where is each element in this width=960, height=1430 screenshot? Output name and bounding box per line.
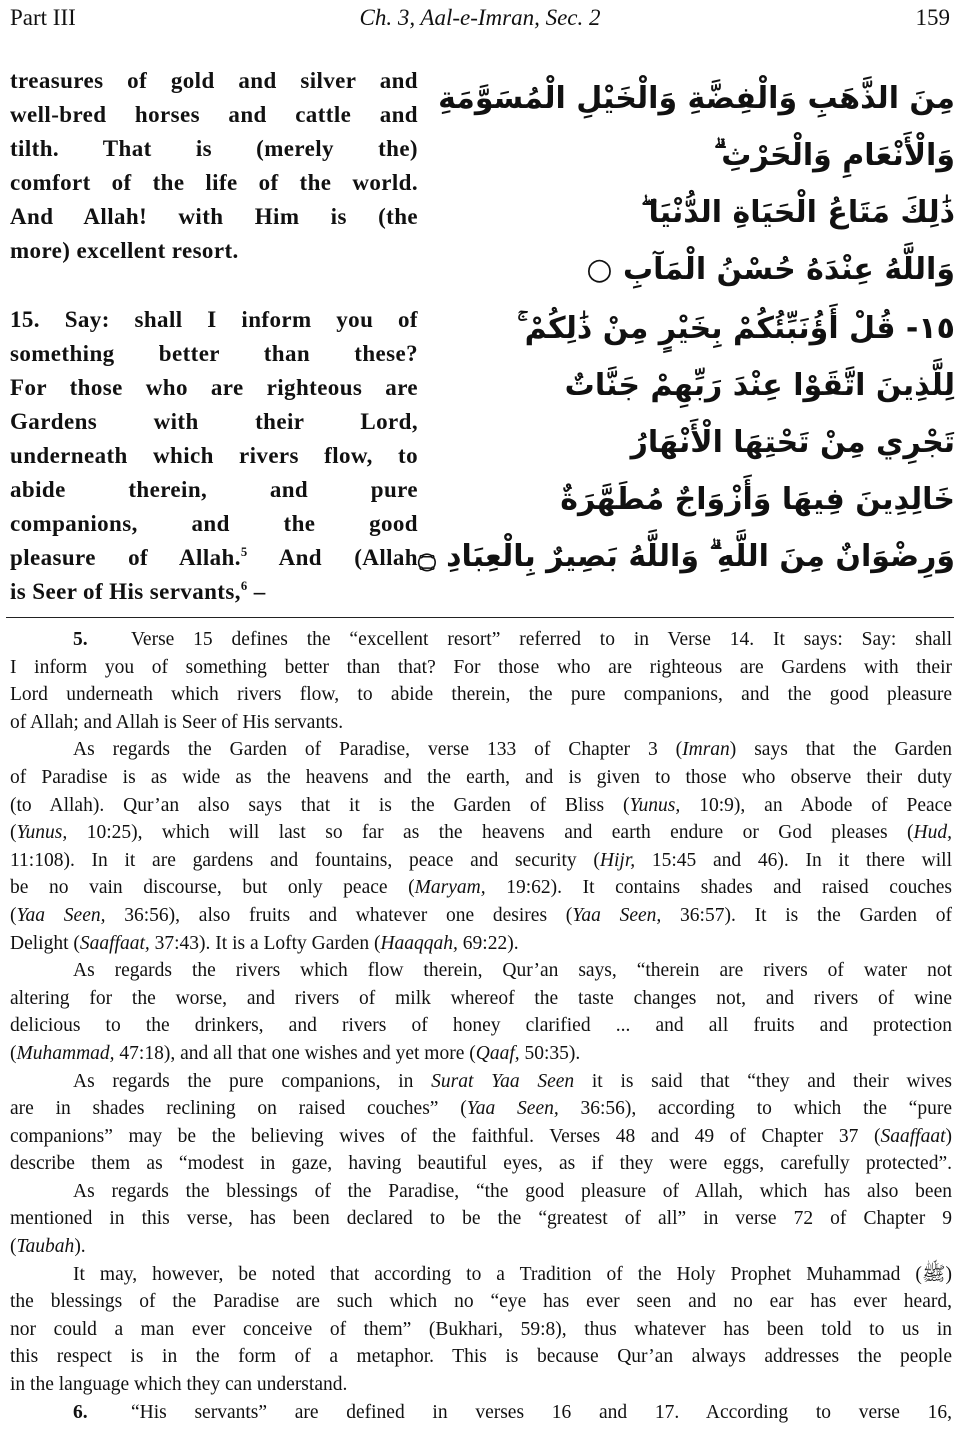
text-run: pleasure of Allah. (10, 545, 241, 570)
text-run: 11:108). In it are gardens and fountains, peace and security ( (10, 849, 600, 871)
text-line (10, 541, 418, 575)
footnotes (10, 626, 952, 1426)
text-run: nor could a man ever conceive of them” (Bukhari, 59:8), thus whatever has been told to us in (10, 1318, 952, 1340)
text-line (10, 132, 418, 166)
text-run: companions, and the good (10, 511, 418, 536)
text-line (10, 792, 952, 820)
italic-reference: Haaqqah, (380, 932, 458, 954)
text-run: And Allah! with Him is (the (10, 204, 418, 229)
text-run: in the language which they can understand. (10, 1374, 348, 1396)
text-line (10, 654, 952, 682)
text-line (10, 1150, 952, 1178)
text-line (10, 709, 952, 737)
text-line (10, 1371, 952, 1399)
text-line (10, 337, 418, 371)
text-run: 15:45 and 46). In it there will (635, 849, 953, 871)
arabic-line: لِلَّذِينَ اتَّقَوْا عِنْدَ رَبِّهِمْ جَنَّاتٌ (564, 368, 955, 403)
text-run: 47:18), and all that one wishes and yet more ( (114, 1042, 476, 1064)
text-run: be no vain discourse, but only peace ( (10, 877, 415, 899)
text-run: companions” may be the believing wives of the faithful. Verses 48 and 49 of Chapter 37 ( (10, 1125, 881, 1147)
italic-reference: Qaaf, (475, 1042, 520, 1064)
text-run: altering for the worse, and rivers of milk whereof the taste changes not, and rivers of wine (10, 987, 952, 1009)
text-run: of Allah; and Allah is Seer of His servants. (10, 711, 344, 733)
arabic-verse-15 (418, 300, 955, 585)
text-line (10, 902, 952, 930)
italic-reference: Imran (682, 739, 730, 761)
text-run: ( (10, 1042, 17, 1064)
text-run: Delight ( (10, 932, 80, 954)
italic-reference: Yunus, (16, 822, 68, 844)
text-line (10, 985, 952, 1013)
text-line (10, 303, 418, 337)
text-line (10, 575, 418, 609)
text-run: describe them as “modest in gaze, having beautiful eyes, as if they were eggs, carefully protected”. (10, 1153, 952, 1175)
italic-reference: Muhammad, (16, 1042, 115, 1064)
text-run: And (Allah (247, 545, 418, 570)
italic-reference: Saaffaat (880, 1125, 946, 1147)
text-line (10, 1205, 952, 1233)
text-line (10, 1068, 952, 1096)
text-line (10, 98, 418, 132)
text-line (10, 957, 952, 985)
text-line (10, 1399, 952, 1427)
text-line (10, 507, 418, 541)
text-run: Gardens with their Lord, (10, 409, 418, 434)
text-run: For those who are righteous are (10, 375, 418, 400)
page-number: 159 (915, 5, 950, 30)
italic-reference: Hud, (913, 822, 952, 844)
arabic-line: وَاللَّهُ عِنْدَهُ حُسْنُ الْمَآبِ ○ (586, 252, 955, 287)
text-run: well-bred horses and cattle and (10, 102, 418, 127)
text-run: 10:25), which will last so far as the heavens and earth endure or God pleases ( (67, 822, 914, 844)
arabic-line: تَجْرِي مِنْ تَحْتِهَا الْأَنْهَارُ (630, 425, 955, 460)
footnote-marker: 6 (240, 579, 248, 594)
footnote-number: 6. (73, 1401, 88, 1423)
text-line (10, 234, 418, 268)
italic-reference: Taubah (16, 1236, 75, 1258)
text-run: are in shades reclining on raised couches” ( (10, 1098, 467, 1120)
italic-reference: Yaa Seen, (572, 904, 662, 926)
text-run: As regards the Garden of Paradise, verse 133 of Chapter 3 ( (73, 739, 683, 761)
text-line (10, 200, 418, 234)
italic-reference: Surat Yaa Seen (431, 1070, 575, 1092)
text-run: It may, however, be noted that according to a Tradition of the Holy Prophet Muhammad (ﷺ) (73, 1263, 952, 1285)
arabic-verse-14 (438, 70, 955, 298)
text-run: – (247, 579, 266, 604)
text-line (10, 1316, 952, 1344)
italic-reference: Yunus, (629, 794, 681, 816)
text-line (10, 64, 418, 98)
text-run: I inform you of something better than that? For those who are righteous are Gardens with their (10, 656, 952, 678)
text-run: ). (74, 1236, 86, 1258)
text-run: abide therein, and pure (10, 477, 418, 502)
italic-reference: Hijr, (599, 849, 636, 871)
text-run: comfort of the life of the world. (10, 170, 418, 195)
text-line (10, 1288, 952, 1316)
running-header-part: Part III (10, 5, 76, 30)
text-line (10, 626, 952, 654)
text-line (10, 473, 418, 507)
footnote-marker: 5 (240, 545, 248, 560)
text-run: Verse 15 defines the “excellent resort” referred to in Verse 14. It says: Say: shall (131, 629, 952, 650)
text-run: ( (10, 904, 17, 926)
text-run: underneath which rivers flow, to (10, 443, 418, 468)
text-line (10, 439, 418, 473)
arabic-line: ذَٰلِكَ مَتَاعُ الْحَيَاةِ الدُّنْيَا ۖ (640, 195, 955, 230)
text-line (10, 405, 418, 439)
text-line (10, 1261, 952, 1289)
text-run: ( (10, 822, 17, 844)
text-line (10, 1095, 952, 1123)
text-run: 69:22). (457, 932, 519, 954)
text-run: 37:43). It is a Lofty Garden ( (149, 932, 381, 954)
text-run: 50:35). (519, 1042, 581, 1064)
translation-verse-14 (10, 64, 418, 268)
text-run: is Seer of His servants, (10, 579, 241, 604)
text-run: Lord underneath which rivers flow, to abide therein, the pure companions, and the good pleasure (10, 684, 952, 706)
text-run: tilth. That is (merely the) (10, 136, 418, 161)
text-run: ) (945, 1125, 952, 1147)
text-run: delicious to the drinkers, and rivers of honey clarified ... and all fruits and protection (10, 1015, 952, 1037)
arabic-line: مِنَ الذَّهَبِ وَالْفِضَّةِ وَالْخَيْلِ الْمُسَوَّمَةِ (438, 81, 955, 116)
text-line (10, 166, 418, 200)
text-line (10, 1233, 952, 1261)
footnote-divider (6, 617, 954, 618)
text-run: (to Allah). Qur’an also says that it is the Garden of Bliss ( (10, 794, 630, 816)
text-run: 36:56), also fruits and whatever one desires ( (105, 904, 573, 926)
text-line (10, 1178, 952, 1206)
text-run: treasures of gold and silver and (10, 68, 418, 93)
italic-reference: Saaffaat, (79, 932, 150, 954)
text-run: it is said that “they and their wives (574, 1070, 953, 1092)
arabic-line: ١٥- قُلْ أَؤُنَبِّئُكُمْ بِخَيْرٍ مِنْ ذَٰلِكُمْ ۚ (517, 311, 955, 346)
text-run: As regards the blessings of the Paradise, “the good pleasure of Allah, which has also been (73, 1180, 952, 1202)
text-line (10, 847, 952, 875)
text-run: As regards the pure companions, in (73, 1070, 432, 1092)
text-line (10, 736, 952, 764)
text-run: ) says that the Garden (729, 739, 952, 761)
arabic-line: وَرِضْوَانٌ مِنَ اللَّهِ ۗ وَاللَّهُ بَصِيرٌ بِالْعِبَادِ ۝ (418, 539, 955, 574)
arabic-line: خَالِدِينَ فِيهَا وَأَزْوَاجٌ مُطَهَّرَةٌ (560, 482, 955, 517)
text-line (10, 1123, 952, 1151)
text-run: 15. Say: shall I inform you of (10, 307, 418, 332)
text-line (10, 764, 952, 792)
arabic-line: وَالْأَنْعَامِ وَالْحَرْثِ ۗ (713, 138, 955, 173)
text-run: “His servants” are defined in verses 16 and 17. According to verse 16, (131, 1401, 952, 1423)
italic-reference: Yaa Seen, (16, 904, 106, 926)
running-header-chapter: Ch. 3, Aal-e-Imran, Sec. 2 (359, 5, 601, 30)
italic-reference: Yaa Seen, (466, 1098, 559, 1120)
text-run: something better than these? (10, 341, 418, 366)
text-run: of Paradise is as wide as the heavens and the earth, and is given to those who observe their duty (10, 766, 952, 788)
text-run: the blessings of the Paradise are such which no “eye has ever seen and no ear has ever heard, (10, 1291, 952, 1313)
text-line (10, 819, 952, 847)
text-line (10, 681, 952, 709)
text-run: mentioned in this verse, has been declared to be the “greatest of all” in verse 72 of Chapter 9 (10, 1208, 952, 1230)
text-line (10, 371, 418, 405)
text-run: As regards the rivers which flow therein, Qur’an says, “therein are rivers of water not (73, 960, 952, 982)
text-run: 19:62). It contains shades and raised couches (485, 877, 952, 899)
text-line (10, 1012, 952, 1040)
text-line (10, 930, 952, 958)
text-line (10, 1343, 952, 1371)
text-run: this respect is in the form of a metaphor. This is because Qur’an always addresses the people (10, 1346, 952, 1368)
footnote-number: 5. (73, 629, 88, 650)
text-run: more) excellent resort. (10, 238, 239, 263)
text-run: 10:9), an Abode of Peace (680, 794, 952, 816)
italic-reference: Maryam, (414, 877, 486, 899)
text-run: ( (10, 1236, 17, 1258)
text-run: 36:56), according to which the “pure (558, 1098, 952, 1120)
text-run: 36:57). It is the Garden of (661, 904, 952, 926)
text-line (10, 1040, 952, 1068)
translation-verse-15 (10, 303, 418, 609)
text-line (10, 874, 952, 902)
